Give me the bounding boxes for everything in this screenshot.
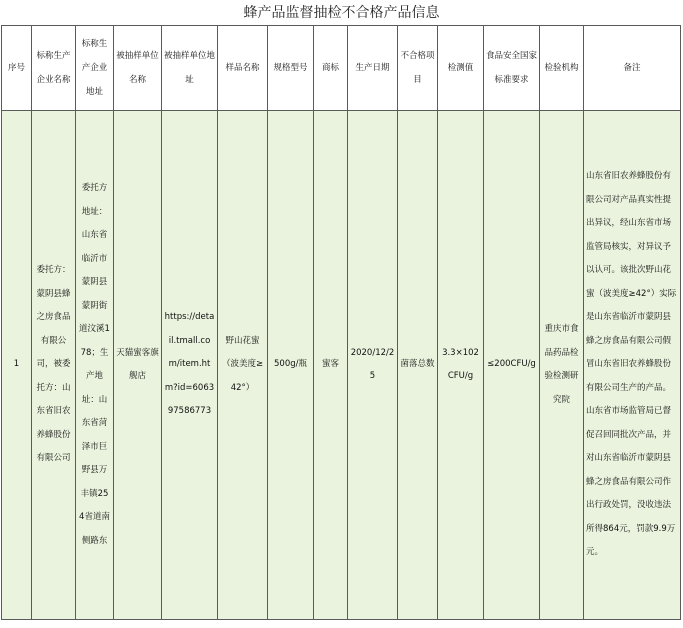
header-cell: 商标 [314,26,348,111]
header-cell: 样品名称 [218,26,268,111]
table-cell-brand: 蜜客 [314,111,348,620]
header-cell: 序号 [2,26,32,111]
table-cell-sampled-unit-address: https://detail.tmall.com/item.htm?id=606397586773 [162,111,218,620]
page-title: 蜂产品监督抽检不合格产品信息 [243,5,440,21]
table-cell-sampled-unit-name: 天猫蜜客旗舰店 [114,111,162,620]
table-cell-standard: ≤200CFU/g [484,111,540,620]
header-cell: 标称生产企业地址 [76,26,114,111]
table-cell-producer-address: 委托方地址：山东省临沂市蒙阴县蒙阴街道汶溪178；生产地址：山东省菏泽市巨野县万丰镇254省道南侧路东 [76,111,114,620]
table-header-row [2,26,681,111]
table-cell-index: 1 [2,111,32,620]
table-cell-sample-name: 野山花蜜（波美度≥42°） [218,111,268,620]
table-row [2,111,681,620]
header-cell: 不合格项目 [398,26,438,111]
header-cell: 食品安全国家标准要求 [484,26,540,111]
header-cell: 被抽样单位名称 [114,26,162,111]
table-cell-remarks: 山东省旧农养蜂股份有限公司对产品真实性提出异议，经山东省市场监管局核实，对异议予以认可。该批次野山花蜜（波美度≥42°）实际是山东省临沂市蒙阴县蜂之房食品有限公司假冒山东省旧农养蜂股份有限公司生产的产品。山东省市场监管局已督促召回同批次产品，并对山东省临沂市蒙阴县蜂之房食品有限公司作出行政处罚，没收违法所得864元，罚款9.9万元。 [584,111,681,620]
table-cell-inspection-agency: 重庆市食品药品检验检测研究院 [540,111,584,620]
results-table [1,25,681,620]
table-cell-measured-value: 3.3×102CFU/g [438,111,484,620]
table-cell-spec: 500g/瓶 [268,111,314,620]
header-cell: 检验机构 [540,26,584,111]
header-cell: 被抽样单位地址 [162,26,218,111]
header-cell: 生产日期 [348,26,398,111]
table-cell-failed-item: 菌落总数 [398,111,438,620]
header-cell: 规格型号 [268,26,314,111]
table-cell-production-date: 2020/12/25 [348,111,398,620]
table-cell-producer-name: 委托方：蒙阴县蜂之房食品有限公司，被委托方：山东省旧农养蜂股份有限公司 [32,111,76,620]
header-cell: 备注 [584,26,681,111]
header-cell: 检测值 [438,26,484,111]
header-cell: 标称生产企业名称 [32,26,76,111]
